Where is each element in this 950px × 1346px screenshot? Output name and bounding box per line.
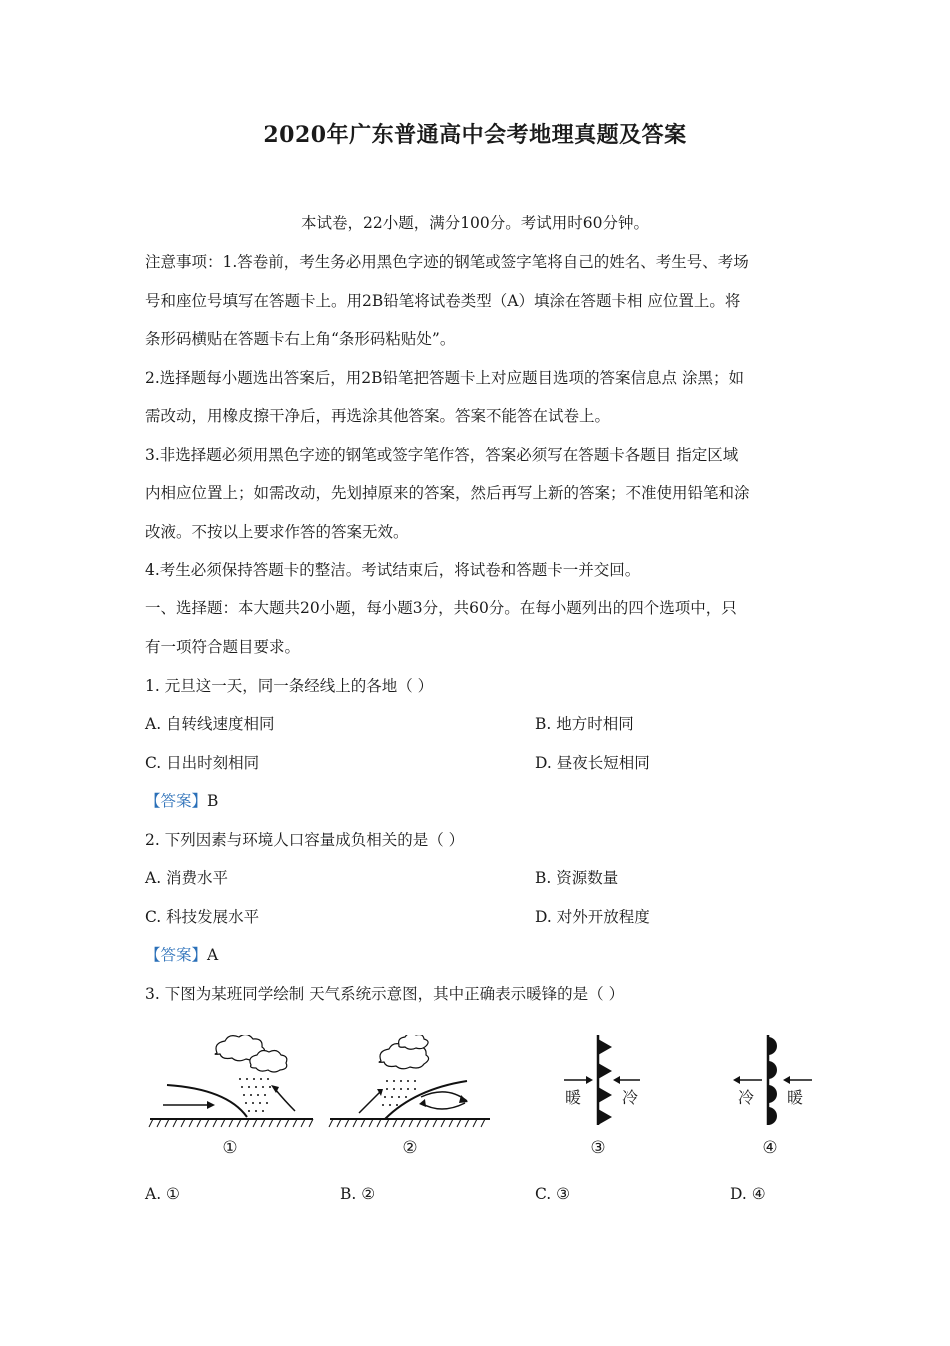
figure-1-front-profile [145,1035,320,1135]
notes-line: 3.非选择题必须用黑色字迹的钢笔或签字笔作答，答案必须写在答题卡各题目 指定区域 [145,446,739,464]
notes-line: 内相应位置上；如需改动，先划掉原来的答案，然后再写上新的答案；不准使用铅笔和涂 [145,484,750,502]
q3-option-a: A. ① [145,1185,180,1203]
notes-line: 注意事项：1.答卷前，考生务必用黑色字迹的钢笔或签字笔将自己的姓名、考生号、考场 [145,253,749,271]
q1-option-c: C. 日出时刻相同 [145,754,260,772]
figure-4-right-label: 暖 [787,1088,804,1107]
rain-dots [382,1080,416,1106]
notes-line: 需改动，用橡皮擦干净后，再选涂其他答案。答案不能答在试卷上。 [145,407,611,425]
figure-label-4: ④ [762,1138,778,1158]
figure-3-right-label: 冷 [622,1088,639,1107]
figure-label-2: ② [402,1138,418,1158]
figure-2-front-profile [325,1035,495,1135]
cloud-icon [379,1035,428,1069]
figure-3-left-label: 暖 [565,1088,582,1107]
answer-tag: 【答案】 [145,792,208,810]
q2-answer [145,945,218,965]
q3-option-d: D. ④ [730,1185,766,1203]
intro-text: 本试卷，22小题，满分100分。考试用时60分钟。 [300,214,650,232]
question-1-stem: 1. 元旦这一天，同一条经线上的各地（ ） [145,677,434,695]
page-title: 2020年广东普通高中会考地理真题及答案 [263,122,687,148]
semicircle-markers [768,1037,777,1125]
cloud-icon [215,1035,287,1072]
rain-dots [239,1078,271,1112]
answer-value: A [207,946,219,964]
section-heading: 有一项符合题目要求。 [145,638,301,656]
q2-option-c: C. 科技发展水平 [145,908,260,926]
question-3-stem: 3. 下图为某班同学绘制 天气系统示意图，其中正确表示暖锋的是（ ） [145,985,625,1003]
notes-line: 2.选择题每小题选出答案后，用2B铅笔把答题卡上对应题目选项的答案信息点 涂黑；如 [145,369,744,387]
notes-line: 号和座位号填写在答题卡上。用2B铅笔将试卷类型（A）填涂在答题卡相 应位置上。将 [145,292,741,310]
answer-value: B [207,792,219,810]
figure-4-left-label: 冷 [738,1088,755,1107]
figure-label-1: ① [222,1138,238,1158]
notes-line: 4.考生必须保持答题卡的整洁。考试结束后，将试卷和答题卡一并交回。 [145,561,641,579]
q1-option-a: A. 自转线速度相同 [145,715,275,733]
q2-option-b: B. 资源数量 [535,869,619,887]
figure-3-front-symbol [560,1035,650,1135]
q2-option-d: D. 对外开放程度 [535,908,650,926]
triangle-markers [598,1039,612,1125]
question-2-stem: 2. 下列因素与环境人口容量成负相关的是（ ） [145,831,465,849]
figure-4-front-symbol [730,1035,820,1135]
figure-label-3: ③ [590,1138,606,1158]
q2-option-a: A. 消费水平 [145,869,229,887]
q1-option-d: D. 昼夜长短相同 [535,754,650,772]
q1-answer [145,791,218,811]
q1-option-b: B. 地方时相同 [535,715,634,733]
q3-option-b: B. ② [340,1185,376,1203]
notes-line: 条形码横贴在答题卡右上角“条形码粘贴处”。 [145,330,456,348]
section-heading: 一、选择题：本大题共20小题，每小题3分，共60分。在每小题列出的四个选项中，只 [145,599,737,617]
answer-tag: 【答案】 [145,946,208,964]
notes-line: 改液。不按以上要求作答的答案无效。 [145,523,409,541]
q3-option-c: C. ③ [535,1185,571,1203]
